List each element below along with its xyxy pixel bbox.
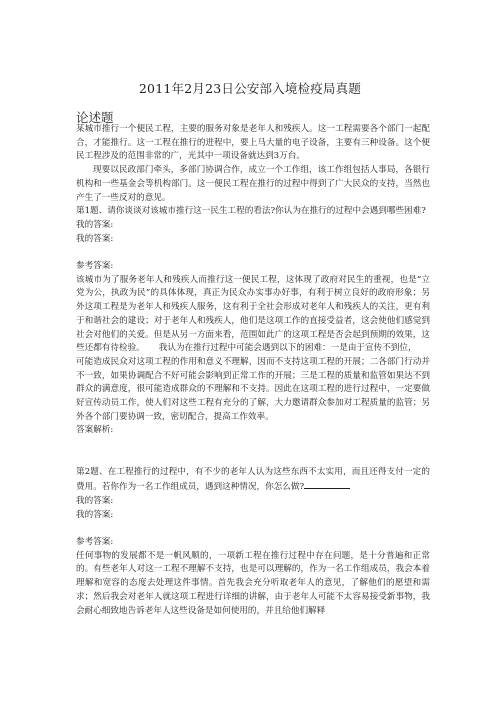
analysis-label: 答案解析: [76, 425, 114, 436]
answer-1-paragraph: 可能造成民众对这项工程的作用和意义不理解，因而不支持这项工程的开展；二各部门行动并不一致，如果协调配合不好可能会影响到正常工作的开展；三是工程的质量和监管如果达不到群众的满意度，很可能造成群众的不理解和不支持。因此在这项工程的进行过程中，一定要做好宣传动员工作，使人们对这些工程有充分的了解，大力邀请群众参加对工程质量的监管；另外各个部门要协调一致，密切配合，提高工作效率。 [76, 356, 430, 422]
section-heading: 论述题 [76, 110, 114, 125]
question-1: 第1题、请你谈谈对该城市推行这一民生工程的看法?你认为在推行的过程中会遇到哪些困难? [76, 206, 426, 217]
intro-paragraph: 某城市推行一个便民工程，主要的服务对象是老年人和残疾人。这一工程需要各个部门一起配合，才能推行。这一工程在推行的进程中，要上马大量的电子设备，主要有三种设备。这个便民工程涉及的范围非常的广，光其中一项设备就达到3万台。 [76, 124, 430, 162]
question-2: 第2题、在工程推行的过程中，有不少的老年人认为这些东西不太实用，而且还得支付一定的费用。若你作为一名工作组成员，遇到这种情况，你怎么做? [76, 466, 430, 493]
reference-answer-label: 参考答案: [76, 537, 114, 548]
my-answer-label: 我的答案: [76, 233, 114, 244]
my-answer-label: 我的答案: [76, 219, 114, 230]
document-title: 2011年2月23日公安部入境检疫局真题 [138, 81, 362, 96]
answer-blank-line [304, 479, 350, 489]
my-answer-label: 我的答案: [76, 495, 114, 506]
my-answer-label: 我的答案: [76, 509, 114, 520]
intro-paragraph: 现要以民政部门牵头，多部门协调合作，成立一个工作组，该工作组包括人事局，各银行机构和一些基金会等机构部门。这一便民工程在推行的过程中得到了广大民众的支持，当然也产生了一些反对的意见。 [76, 165, 430, 203]
reference-answer-label: 参考答案: [76, 261, 114, 272]
document-body [76, 123, 430, 618]
answer-1-paragraph: 该城市为了服务老年人和残疾人而推行这一便民工程，这体现了政府对民生的重视，也是“立党为公，执政为民”的具体体现，真正为民众办实事办好事，有利于树立良好的政府形象；另外这项工程是为老年人和残疾人服务，这有利于全社会形成对老年人和残疾人的关注，更有利于和谐社会的建设；对于老年人和残疾人，他们是这项工作的直接受益者，这会使他们感觉到社会对他们的关爱。但是从另一方面来看，范围如此广的这项工程是否会起到预期的效果，这些还都有待检验。 我认为在推行过程中可能会遇到以下的困难：一是由于宣传不到位， [76, 274, 430, 354]
answer-2-paragraph: 任何事物的发展都不是一帆风顺的，一项新工程在推行过程中存在问题，是十分普遍和正常的。有些老年人对这一工程不理解不支持，也是可以理解的，作为一名工作组成员，我会本着理解和宽容的态度去处理这件事情。首先我会充分听取老年人的意见，了解他们的愿望和需求；然后我会对老年人就这项工程进行详细的讲解，由于老年人可能不太容易接受新事物，我会耐心细致地告诉老年人这些设备是如何使用的，并且给他们解释 [76, 550, 430, 616]
